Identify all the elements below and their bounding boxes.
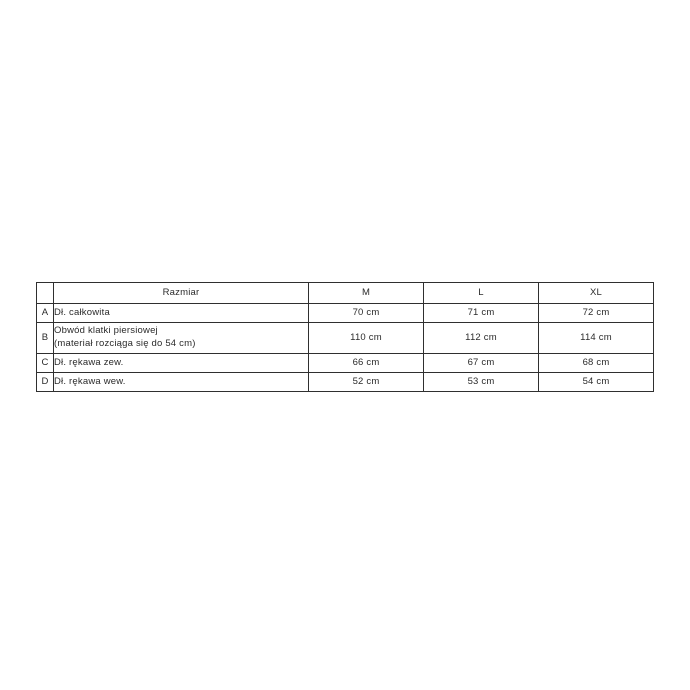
row-label-b-line1: Obwód klatki piersiowej bbox=[54, 325, 158, 337]
header-size-l: L bbox=[424, 283, 539, 304]
header-size-m: M bbox=[309, 283, 424, 304]
header-title-cell: Razmiar bbox=[54, 283, 309, 304]
header-letter-cell bbox=[37, 283, 54, 304]
row-letter-c: C bbox=[37, 354, 54, 373]
row-d-value-xl: 54 cm bbox=[539, 373, 654, 392]
row-d-value-m: 52 cm bbox=[309, 373, 424, 392]
row-b-value-xl: 114 cm bbox=[539, 323, 654, 354]
header-size-xl: XL bbox=[539, 283, 654, 304]
table-row bbox=[37, 304, 654, 323]
row-letter-d: D bbox=[37, 373, 54, 392]
row-c-value-l: 67 cm bbox=[424, 354, 539, 373]
table-header-row bbox=[37, 283, 654, 304]
row-label-a: Dł. całkowita bbox=[54, 304, 309, 323]
size-chart-container bbox=[36, 282, 654, 392]
row-letter-b: B bbox=[37, 323, 54, 354]
size-chart-table bbox=[36, 282, 654, 392]
row-a-value-xl: 72 cm bbox=[539, 304, 654, 323]
table-row bbox=[37, 373, 654, 392]
row-label-c: Dł. rękawa zew. bbox=[54, 354, 309, 373]
row-a-value-m: 70 cm bbox=[309, 304, 424, 323]
row-c-value-xl: 68 cm bbox=[539, 354, 654, 373]
row-b-value-l: 112 cm bbox=[424, 323, 539, 354]
row-c-value-m: 66 cm bbox=[309, 354, 424, 373]
table-row bbox=[37, 323, 654, 354]
row-label-b bbox=[54, 323, 309, 354]
row-label-b-line2: (materiał rozciąga się do 54 cm) bbox=[54, 338, 196, 349]
row-letter-a: A bbox=[37, 304, 54, 323]
row-b-value-m: 110 cm bbox=[309, 323, 424, 354]
row-d-value-l: 53 cm bbox=[424, 373, 539, 392]
row-a-value-l: 71 cm bbox=[424, 304, 539, 323]
table-row bbox=[37, 354, 654, 373]
row-label-d: Dł. rękawa wew. bbox=[54, 373, 309, 392]
